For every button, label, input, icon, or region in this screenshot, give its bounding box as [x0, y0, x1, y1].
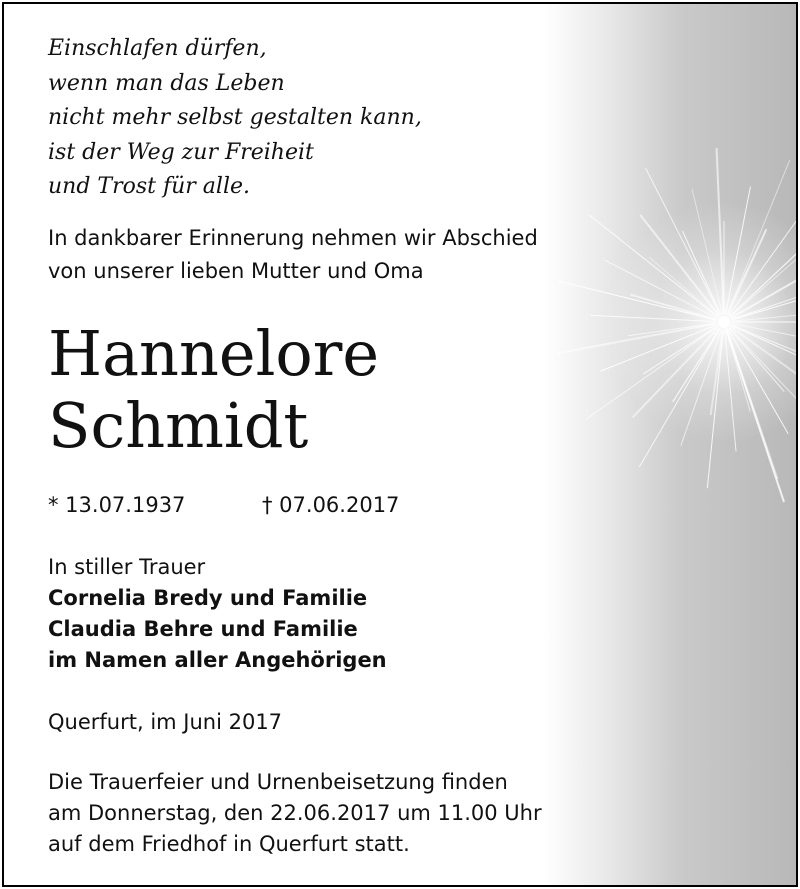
mourner-name: im Namen aller Angehörigen: [48, 648, 387, 672]
funeral-line: am Donnerstag, den 22.06.2017 um 11.00 Uhr: [48, 801, 542, 825]
dandelion-decoration: [544, 4, 796, 885]
poem-line: Einschlafen dürfen,: [48, 36, 267, 61]
first-name: Hannelore: [48, 317, 380, 390]
life-dates: [48, 490, 400, 520]
funeral-line: auf dem Friedhof in Querfurt statt.: [48, 832, 410, 856]
poem: [48, 32, 422, 205]
poem-line: wenn man das Leben: [48, 70, 285, 96]
last-name: Schmidt: [48, 389, 309, 462]
deceased-name: [48, 318, 379, 462]
birth-date: * 13.07.1937: [48, 493, 186, 517]
mourner-name: Cornelia Bredy und Familie: [48, 586, 368, 610]
funeral-info: [48, 767, 542, 860]
death-date: † 07.06.2017: [262, 493, 400, 517]
poem-line: und Trost für alle.: [48, 174, 250, 199]
intro-line: von unserer lieben Mutter und Oma: [48, 259, 424, 283]
poem-line: ist der Weg zur Freiheit: [48, 139, 314, 165]
poem-line: nicht mehr selbst gestalten kann,: [48, 105, 422, 130]
place-date: Querfurt, im Juni 2017: [48, 710, 283, 734]
obituary-notice: [2, 2, 798, 887]
mourners-block: [48, 552, 387, 676]
intro-text: [48, 222, 538, 288]
mourners-intro: In stiller Trauer: [48, 555, 206, 579]
intro-line: In dankbarer Erinnerung nehmen wir Abschied: [48, 226, 538, 250]
funeral-line: Die Trauerfeier und Urnenbeisetzung finden: [48, 770, 508, 794]
mourner-name: Claudia Behre und Familie: [48, 617, 358, 641]
seed-core: [718, 316, 730, 328]
dandelion-seed-image: [544, 4, 796, 885]
